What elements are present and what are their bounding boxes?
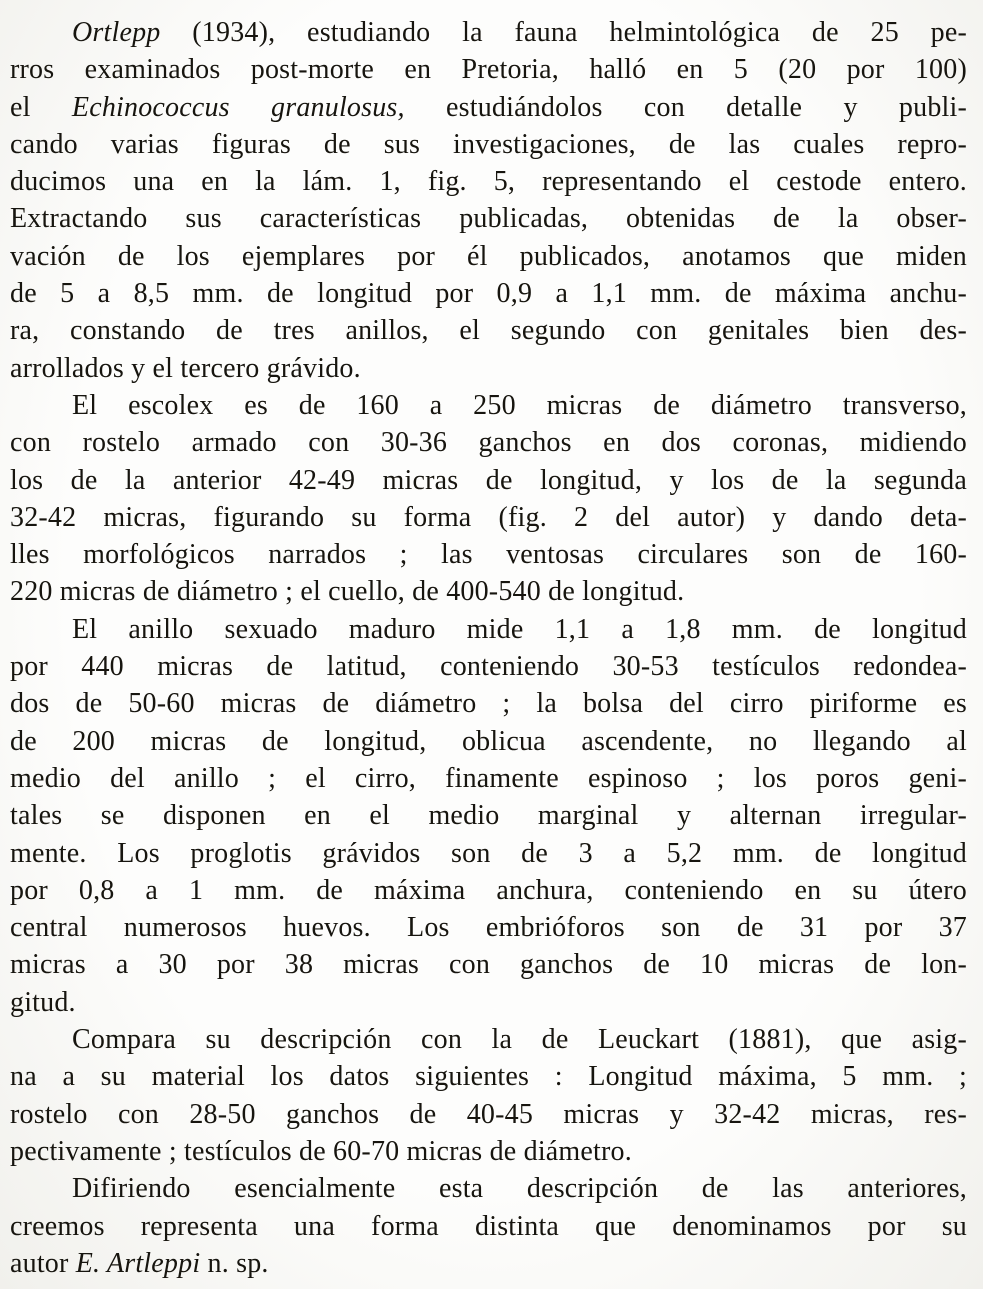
text-run: El escolex es de 160 a 250 micras de diámetro transverso,	[72, 389, 967, 421]
text-run: gitud.	[10, 986, 76, 1018]
text-line	[10, 1245, 967, 1282]
text-run: creemos representa una forma distinta que denominamos por su	[10, 1210, 967, 1242]
text-line	[10, 387, 967, 424]
text-line	[10, 797, 967, 834]
text-line	[10, 835, 967, 872]
text-line	[10, 1133, 967, 1170]
text-line	[10, 238, 967, 275]
text-run: ducimos una en la lám. 1, fig. 5, representando el cestode entero.	[10, 166, 967, 198]
text-run: (1934), estudiando la fauna helmintológica de 25 pe-	[160, 17, 967, 48]
text-run: n. sp.	[200, 1247, 269, 1279]
text-line	[10, 14, 967, 51]
text-line	[10, 685, 967, 722]
text-run: mente. Los proglotis grávidos son de 3 a 5,2 mm. de longitud	[10, 837, 967, 869]
text-run: rros examinados post-morte en Pretoria, halló en 5 (20 por 100)	[10, 54, 967, 86]
text-run: tales se disponen en el medio marginal y alternan irregular-	[10, 800, 967, 832]
text-line	[10, 984, 967, 1021]
text-line	[10, 1170, 967, 1207]
text-run: lles morfológicos narrados ; las ventosas circulares son de 160-	[10, 539, 967, 571]
italic-text-run: Echinococcus granulosus,	[71, 91, 405, 123]
text-line	[10, 424, 967, 461]
text-line	[10, 312, 967, 349]
text-run: Compara su descripción con la de Leuckart (1881), que asig-	[72, 1024, 967, 1056]
text-run: Extractando sus características publicadas, obtenidas de la obser-	[10, 203, 967, 235]
text-line	[10, 909, 967, 946]
text-line	[10, 1058, 967, 1095]
text-run: central numerosos huevos. Los embrióforos son de 31 por 37	[10, 912, 967, 944]
text-run: El anillo sexuado maduro mide 1,1 a 1,8 mm. de longitud	[72, 613, 967, 645]
text-line	[10, 89, 967, 126]
text-line	[10, 1021, 967, 1058]
text-run: ra, constando de tres anillos, el segundo con genitales bien des-	[10, 315, 967, 347]
text-run: estudiándolos con detalle y publi-	[404, 91, 968, 123]
text-line	[10, 611, 967, 648]
text-run: pectivamente ; testículos de 60-70 micras de diámetro.	[10, 1135, 632, 1167]
text-run: cando varias figuras de sus investigaciones, de las cuales repro-	[10, 128, 967, 160]
text-line	[10, 275, 967, 312]
text-line	[10, 1208, 967, 1245]
italic-text-run: E. Artleppi	[75, 1247, 201, 1279]
text-run: rostelo con 28-50 ganchos de 40-45 micras y 32-42 micras, res-	[10, 1098, 967, 1130]
text-run: arrollados y el tercero grávido.	[10, 352, 361, 384]
text-run: 32-42 micras, figurando su forma (fig. 2 del autor) y dando deta-	[10, 501, 967, 533]
text-line	[10, 573, 967, 610]
page-text	[10, 14, 967, 1282]
text-line	[10, 872, 967, 909]
text-run: dos de 50-60 micras de diámetro ; la bolsa del cirro piriforme es	[10, 688, 967, 720]
text-line	[10, 51, 967, 88]
text-run: 220 micras de diámetro ; el cuello, de 400-540 de longitud.	[10, 576, 685, 608]
text-line	[10, 723, 967, 760]
text-line	[10, 1096, 967, 1133]
text-line	[10, 200, 967, 237]
text-line	[10, 760, 967, 797]
text-line	[10, 648, 967, 685]
text-run: medio del anillo ; el cirro, finamente espinoso ; los poros geni-	[10, 762, 967, 794]
text-run: na a su material los datos siguientes : Longitud máxima, 5 mm. ;	[10, 1061, 967, 1093]
text-line	[10, 163, 967, 200]
text-run: el	[10, 91, 72, 123]
text-run: de 5 a 8,5 mm. de longitud por 0,9 a 1,1 mm. de máxima anchu-	[10, 278, 967, 310]
text-line	[10, 350, 967, 387]
text-run: por 0,8 a 1 mm. de máxima anchura, conteniendo en su útero	[10, 874, 967, 906]
text-run: los de la anterior 42-49 micras de longitud, y los de la segunda	[10, 464, 967, 496]
text-run: vación de los ejemplares por él publicados, anotamos que miden	[10, 240, 967, 272]
text-line	[10, 499, 967, 536]
text-run: micras a 30 por 38 micras con ganchos de 10 micras de lon-	[10, 949, 967, 981]
text-run: de 200 micras de longitud, oblicua ascendente, no llegando al	[10, 725, 967, 757]
text-run: Difiriendo esencialmente esta descripción de las anteriores,	[72, 1173, 967, 1205]
text-run: con rostelo armado con 30-36 ganchos en dos coronas, midiendo	[10, 427, 967, 459]
text-line	[10, 462, 967, 499]
text-line	[10, 126, 967, 163]
text-line	[10, 946, 967, 983]
text-line	[10, 536, 967, 573]
text-run: por 440 micras de latitud, conteniendo 30-53 testículos redondea-	[10, 651, 967, 683]
italic-text-run: Ortlepp	[72, 17, 161, 48]
text-run: autor	[10, 1247, 76, 1279]
